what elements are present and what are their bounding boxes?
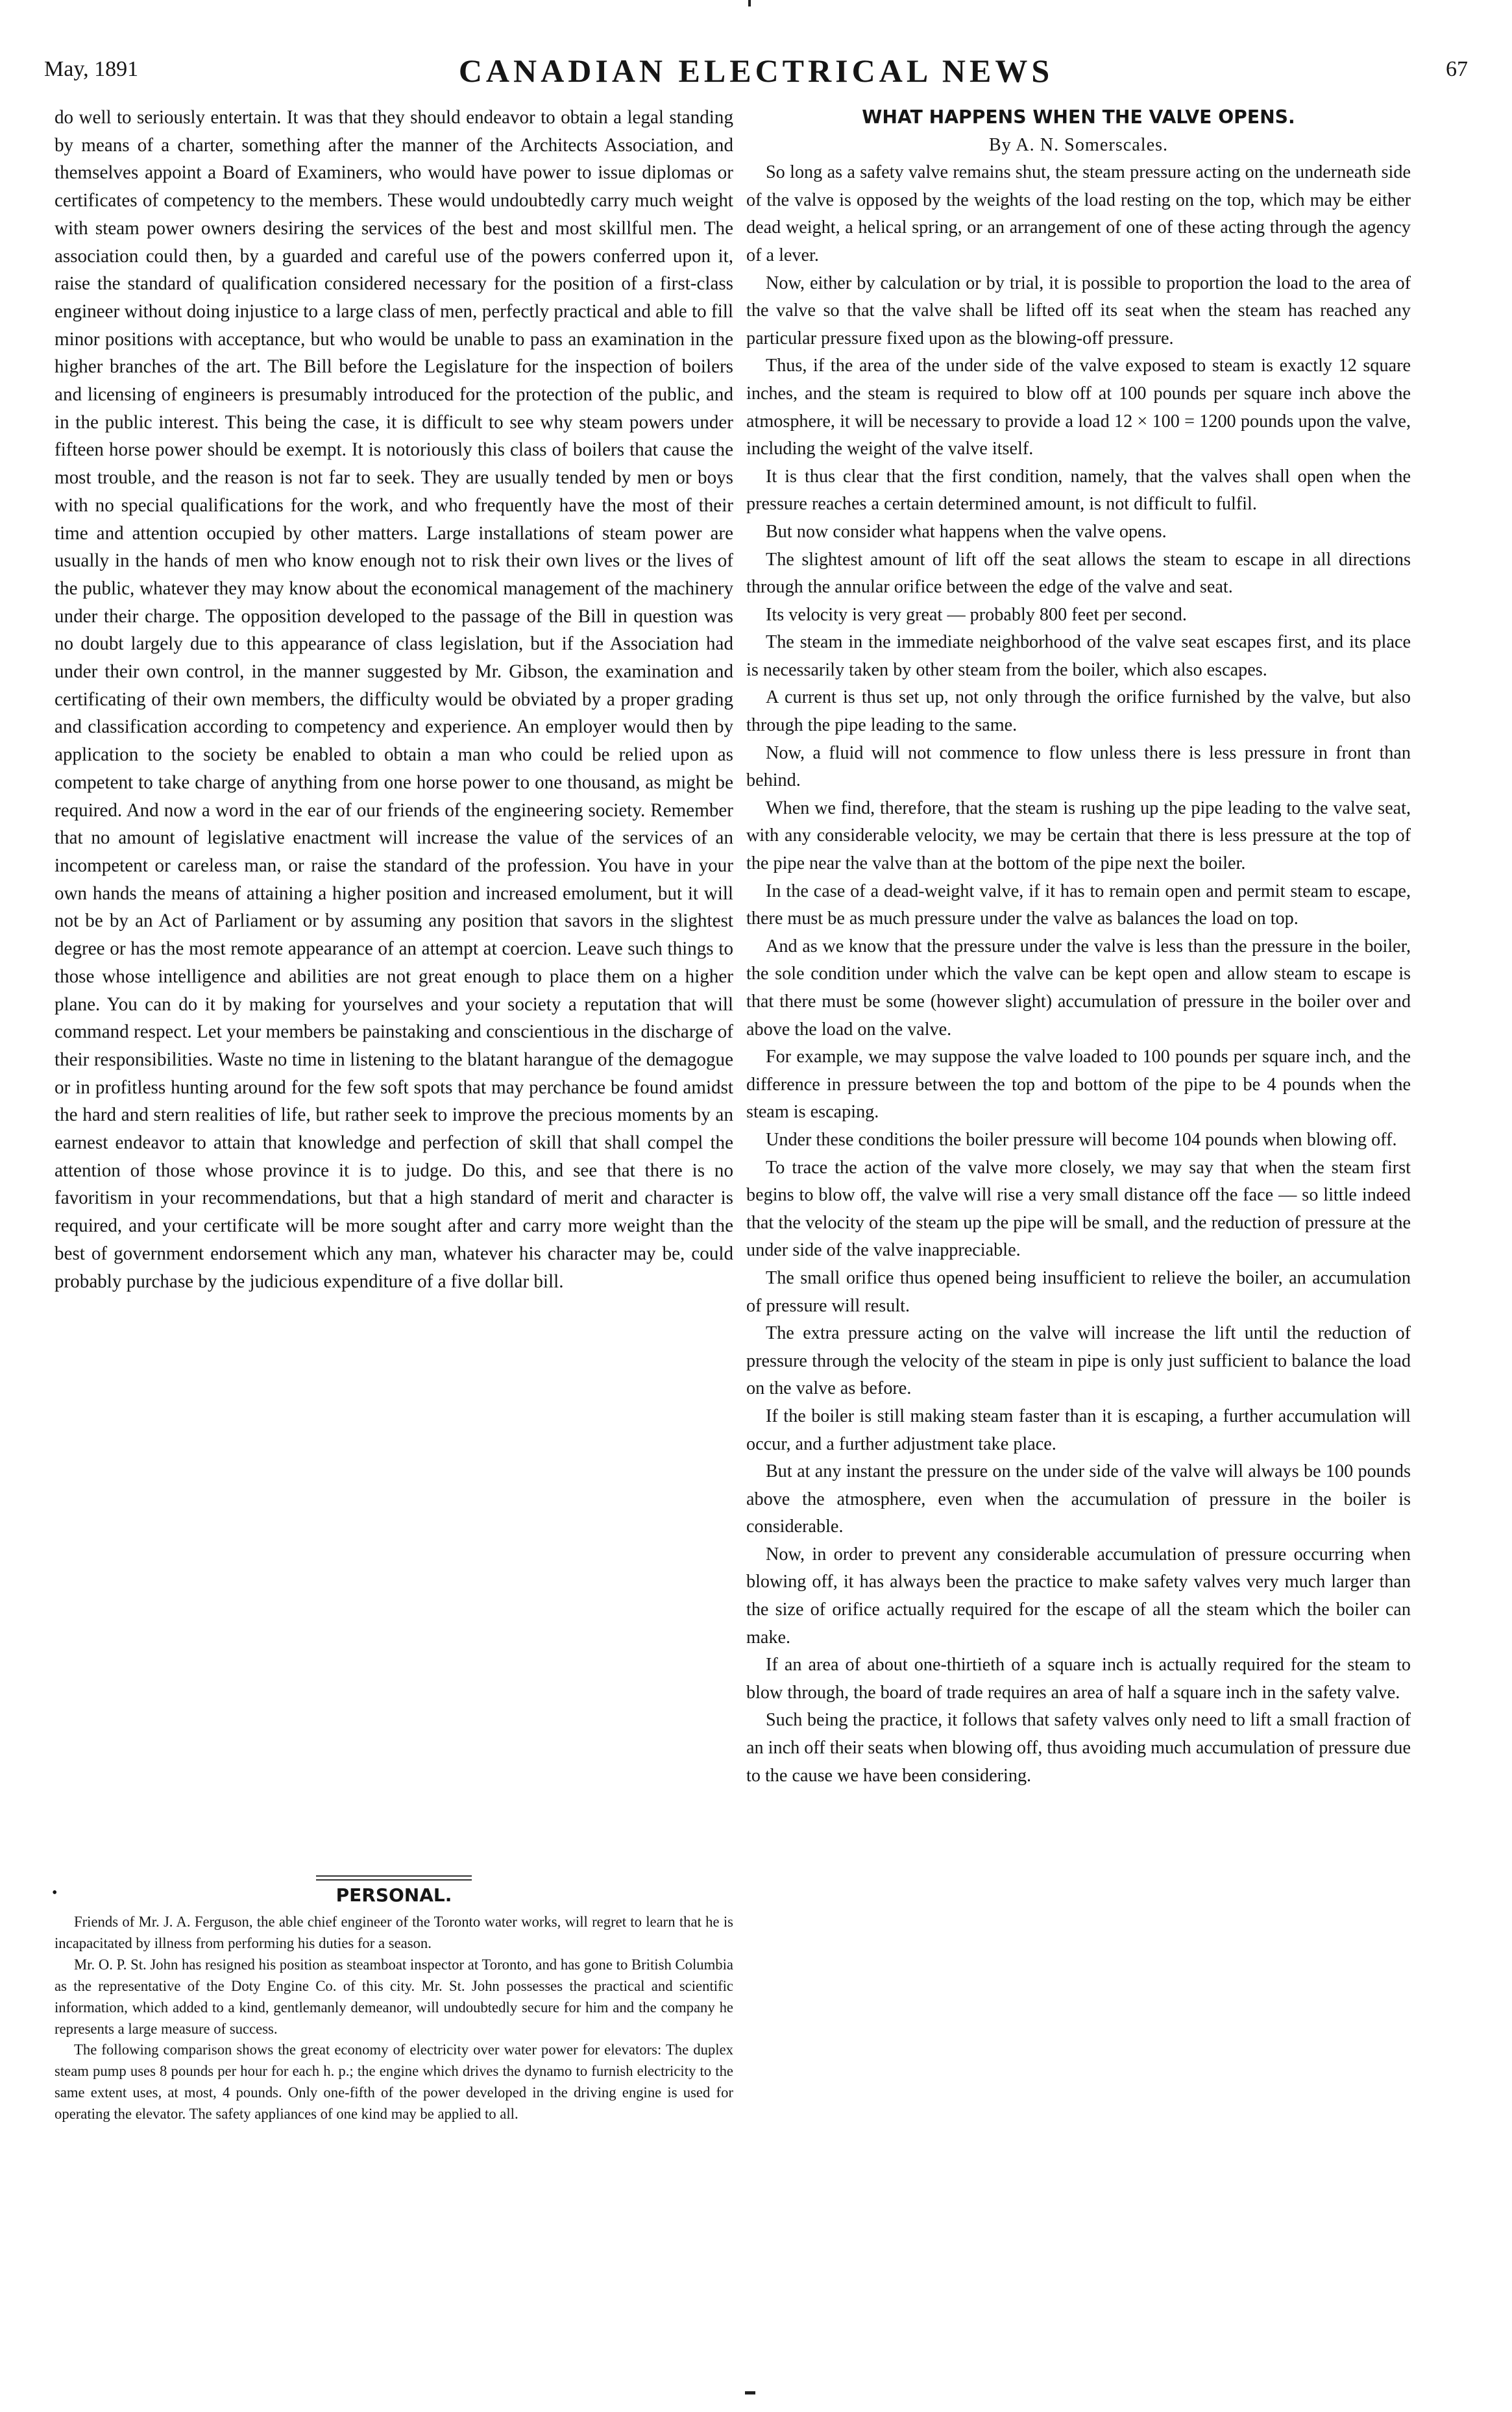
article-paragraph: Under these conditions the boiler pressure will become 104 pounds when blowing off.	[766, 1129, 1397, 1150]
article-paragraph: Such being the practice, it follows that safety valves only need to lift a small fraction of an inch off their seats when blowing off, thus avoiding much accumulation of pressure due to the cause we have been considering.	[746, 1710, 1411, 1786]
article-paragraph: If the boiler is still making steam faster than it is escaping, a further accumulation will occur, and a further adjustment take place.	[746, 1406, 1411, 1454]
article-paragraph: A current is thus set up, not only through the orifice furnished by the valve, but also through the pipe leading to the same.	[746, 687, 1411, 736]
page-number: 67	[1446, 57, 1468, 81]
registration-mark	[748, 0, 751, 6]
personal-section	[55, 1875, 733, 2125]
article-paragraph: Now, either by calculation or by trial, it is possible to proportion the load to the area of the valve so that the valve shall be lifted off its seat when the steam has reached any particular pressure fixed upon as the blowing-off pressure.	[746, 273, 1411, 348]
personal-paragraph: The following comparison shows the great economy of electricity over water power for elevators: The duplex steam pump uses 8 pounds per hour for each h. p.; the engine which drives the dynamo to furnish electricity to the same extent uses, at most, 4 pounds. Only one-fifth of the power developed in the driving engine is used for operating the elevator. The safety appliances of one kind may be applied to all.	[55, 2041, 733, 2123]
editorial-paragraph: do well to seriously entertain. It was that they should endeavor to obtain a legal standing by means of a charter, something after the manner of the Architects Association, and themselves appoint a Board of Examiners, who would have power to issue diplomas or certificates of competency to the members. These would undoubtedly carry much weight with steam power owners desiring the services of the best and most skillful men. The association could then, by a guarded and careful use of the powers conferred upon it, raise the standard of qualification considered necessary for the position of a first-class engineer without doing injustice to a large class of men, perfectly practical and able to fill minor positions with acceptance, but who would be unable to pass an examination in the higher branches of the art. The Bill before the Legislature for the inspection of boilers and licensing of engineers is presumably introduced for the protection of the public, and in the public interest. This being the case, it is difficult to see why steam powers under fifteen horse power should be exempt. It is notoriously this class of boilers that cause the most trouble, and the reason is not far to seek. They are usually tended by men or boys with no special qualifications for the work, and who frequently have the most of their time and attention occupied by other matters. Large installations of steam power are usually in the hands of men who know enough not to risk their own lives or the lives of the public, whatever they may know about the economical management of the machinery under their charge. The opposition developed to the passage of the Bill in question was no doubt largely due to this appearance of class legislation, but if the Association had under their own control, in the manner suggested by Mr. Gibson, the examination and certificating of their own members, the difficulty would be obviated by a proper grading and classification according to competency and experience. An employer would then by application to the society be enabled to obtain a man who could be relied upon as competent to take charge of anything from one horse power to one thousand, as might be required. And now a word in the ear of our friends of the engineering society. Remember that no amount of legislative enactment will increase the value of the services of an incompetent or careless man, or raise the standard of the profession. You have in your own hands the means of attaining a higher position and increased emolument, but it will not be by an Act of Parliament or by assuming any position that savors in the slightest degree or has the most remote appearance of an attempt at coercion. Leave such things to those whose intelligence and abilities are not great enough to place them on a higher plane. You can do it by making for yourselves and your society a reputation that will command respect. Let your members be painstaking and conscientious in the discharge of their responsibilities. Waste no time in listening to the blatant harangue of the demagogue or in profitless hunting around for the few soft spots that may perchance be found amidst the hard and stern realities of life, but rather seek to improve the precious moments by an earnest endeavor to attain that knowledge and perfection of skill that shall compel the attention of those whose province it is to judge. Do this, and see that there is no favoritism in your recommendations, but that a high standard of merit and character is required, and your certificate will be more sought after and carry more weight than the best of government endorsement which any man, whatever his character may be, could probably purchase by the judicious expenditure of a five dollar bill.	[55, 107, 733, 1292]
masthead	[44, 52, 1468, 97]
article-paragraph: Thus, if the area of the under side of the valve exposed to steam is exactly 12 square inches, and the steam is required to blow off at 100 pounds per square inch above the atmosphere, it will be necessary to provide a load 12 × 100 = 1200 pounds upon the valve, including the weight of the valve itself.	[746, 356, 1411, 459]
article-paragraph: Now, in order to prevent any considerable accumulation of pressure occurring when blowing off, it has always been the practice to make safety valves very much larger than the size of orifice actually required for the escape of all the steam which the boiler can make.	[746, 1544, 1411, 1648]
article-paragraph: But at any instant the pressure on the under side of the valve will always be 100 pounds above the atmosphere, even when the accumulation of pressure in the boiler is considerable.	[746, 1461, 1411, 1537]
margin-bullet: •	[52, 1884, 58, 1901]
personal-heading: PERSONAL.	[335, 1884, 452, 1906]
article-paragraph: If an area of about one-thirtieth of a square inch is actually required for the steam to blow through, the board of trade requires an area of half a square inch in the safety valve.	[746, 1655, 1411, 1703]
section-rule	[316, 1875, 472, 1881]
right-column	[746, 104, 1411, 1790]
article-byline: By A. N. Somerscales.	[988, 134, 1169, 155]
article-paragraph: And as we know that the pressure under the valve is less than the pressure in the boiler, the sole condition under which the valve can be kept open and allow steam to escape is that there must be some (however slight) accumulation of pressure in the boiler over and above the load on the valve.	[746, 936, 1411, 1040]
article-paragraph: The extra pressure acting on the valve will increase the lift until the reduction of pressure through the velocity of the steam in pipe is only just sufficient to balance the load on the valve as before.	[746, 1323, 1411, 1399]
article-paragraph: When we find, therefore, that the steam is rushing up the pipe leading to the valve seat, with any considerable velocity, we may be certain that there is less pressure at the top of the pipe near the valve than at the bottom of the pipe next the boiler.	[746, 798, 1411, 874]
article-paragraph: But now consider what happens when the valve opens.	[766, 521, 1167, 542]
article-title: WHAT HAPPENS WHEN THE VALVE OPENS.	[862, 106, 1295, 128]
issue-date: May, 1891	[44, 57, 139, 81]
publication-title: CANADIAN ELECTRICAL NEWS	[458, 53, 1054, 89]
personal-paragraph: Friends of Mr. J. A. Ferguson, the able chief engineer of the Toronto water works, will regret to learn that he is incapacitated by illness from performing his duties for a season.	[55, 1914, 733, 1951]
personal-body	[55, 1912, 733, 2125]
article-paragraph: For example, we may suppose the valve loaded to 100 pounds per square inch, and the difference in pressure between the top and bottom of the pipe to be 4 pounds when the steam is escaping.	[746, 1047, 1411, 1123]
article-body	[746, 159, 1411, 1790]
article-paragraph: Its velocity is very great — probably 800 feet per second.	[766, 604, 1187, 625]
article-paragraph: The slightest amount of lift off the seat allows the steam to escape in all directions through the annular orifice between the edge of the valve and seat.	[746, 549, 1411, 598]
article-paragraph: Now, a fluid will not commence to flow unless there is less pressure in front than behind.	[746, 742, 1411, 791]
article-paragraph: In the case of a dead-weight valve, if it has to remain open and permit steam to escape, there must be as much pressure under the valve as balances the load on top.	[746, 881, 1411, 929]
article-paragraph: It is thus clear that the first condition, namely, that the valves shall open when the pressure reaches a certain determined amount, is not difficult to fulfil.	[746, 466, 1411, 515]
registration-mark	[745, 2391, 755, 2394]
article-paragraph: So long as a safety valve remains shut, the steam pressure acting on the underneath side of the valve is opposed by the weights of the load resting on the top, which may be either dead weight, a helical spring, or an arrangement of one of these acting through the agency of a lever.	[746, 162, 1411, 265]
article-paragraph: The steam in the immediate neighborhood of the valve seat escapes first, and its place is necessarily taken by other steam from the boiler, which also escapes.	[746, 632, 1411, 680]
left-column	[55, 104, 733, 1295]
article-paragraph: To trace the action of the valve more closely, we may say that when the steam first begins to blow off, the valve will rise a very small distance off the face — so little indeed that the velocity of the steam up the pipe will be small, and the reduction of pressure at the under side of the valve inappreciable.	[746, 1157, 1411, 1261]
article-paragraph: The small orifice thus opened being insufficient to relieve the boiler, an accumulation of pressure will result.	[746, 1267, 1411, 1316]
personal-paragraph: Mr. O. P. St. John has resigned his position as steamboat inspector at Toronto, and has gone to British Columbia as the representative of the Doty Engine Co. of this city. Mr. St. John possesses the practical and scientific information, which added to a kind, gentlemanly demeanor, will undoubtedly secure for him and the company he represents a large measure of success.	[55, 1956, 733, 2037]
